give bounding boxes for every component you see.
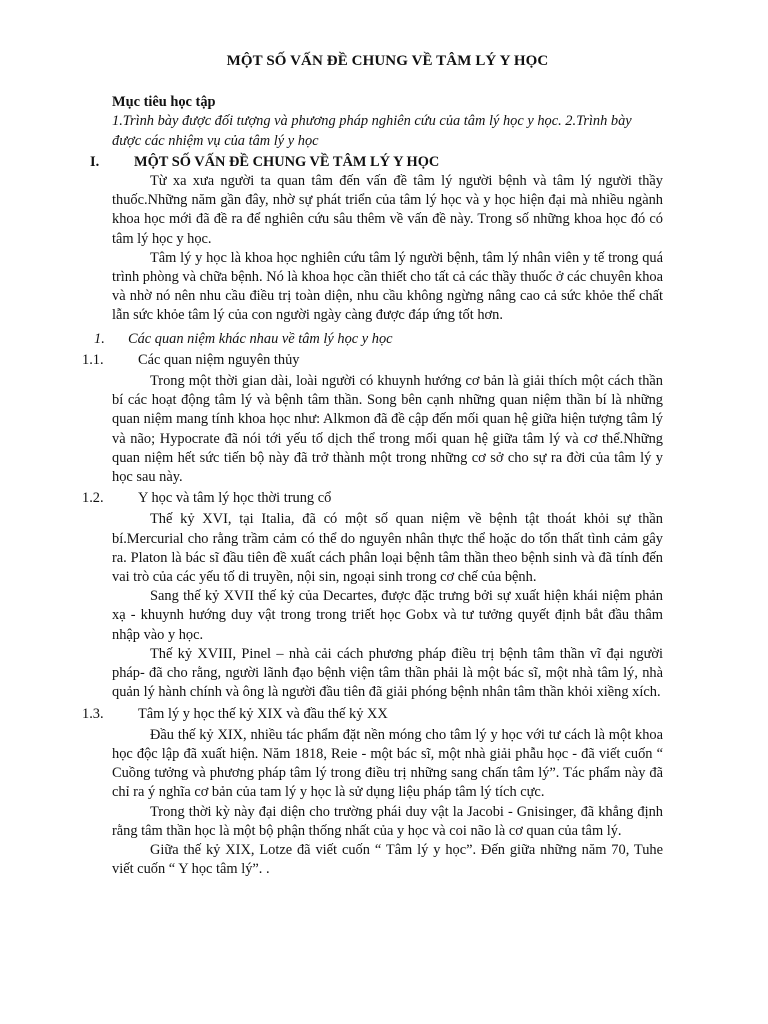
learning-goals-heading: Mục tiêu học tập <box>112 94 216 111</box>
subsubsection-title: Các quan niệm nguyên thủy <box>138 351 300 368</box>
paragraph: Giữa thế kỷ XIX, Lotze đã viết cuốn “ Tâm lý y học”. Đến giữa những năm 70, Tuhe viết cuốn “ Y học tâm lý”. . <box>112 841 663 878</box>
paragraph: Trong thời kỳ này đại diện cho trường phái duy vật la Jacobi - Gnisinger, đã khẳng định rằng tâm thần học là một bộ phận thống nhất của y học và coi não là cơ quan của tâm lý. <box>112 803 663 839</box>
subsection-title: Các quan niệm khác nhau về tâm lý học y học <box>128 330 393 347</box>
subsection-heading <box>94 330 663 349</box>
section-heading <box>90 153 663 172</box>
paragraph: Sang thế kỷ XVII thế kỷ của Decartes, được đặc trưng bởi sự xuất hiện khái niệm phản xạ - khuynh hướng duy vật trong trong triết học Gobx và tư tưởng quyết định bắt đầu thâm nhập vào y học. <box>112 588 663 643</box>
document-title: MỘT SỐ VẤN ĐỀ CHUNG VỀ TÂM LÝ Y HỌC <box>226 53 549 69</box>
paragraph: Tâm lý y học là khoa học nghiên cứu tâm lý người bệnh, tâm lý nhân viên y tế trong quá trình phòng và chữa bệnh. Nó là khoa học cần thiết cho tất cả các thầy thuốc ở các chuyên khoa và nhờ nó nên nhu cầu điều trị toàn diện, nhu cầu không ngừng nâng cao cả sức khỏe thể chất lẫn sức khỏe tâm lý của con người ngày càng được đáp ứng tốt hơn. <box>112 249 663 324</box>
learning-goals-text: 1.Trình bày được đối tượng và phương pháp nghiên cứu của tâm lý học y học. 2.Trình bày được các nhiệm vụ của tâm lý y học <box>112 113 632 149</box>
subsubsection-title: Tâm lý y học thế kỷ XIX và đầu thế kỷ XX <box>138 705 388 722</box>
subsubsection-number: 1.1. <box>82 351 104 368</box>
paragraph: Từ xa xưa người ta quan tâm đến vấn đề tâm lý người bệnh và tâm lý người thầy thuốc.Những năm gần đây, nhờ sự phát triển của tâm lý học và y học hiện đại mà nhiều ngành khoa học mới đã đề ra để nghiên cứu sâu thêm về vấn đề này. Trong số những khoa học đó có tâm lý học y học. <box>112 173 663 247</box>
subsubsection-number: 1.3. <box>82 705 104 722</box>
subsubsection-heading <box>82 351 663 370</box>
paragraph: Thế kỷ XVI, tại Italia, đã có một số quan niệm về bệnh tật thoát khỏi sự thần bí.Mercurial cho rằng trầm cảm có thể do nguyên nhân thực thể hoặc do tổn thất tình cảm gây ra. Platon là bác sĩ đầu tiên đề xuất cách phân loại bệnh tâm thần theo bệnh sinh và đã tính đến vai trò của các yếu tố di truyền, nội sin, ngoại sinh trong cơ chế của bệnh. <box>112 511 663 586</box>
section-number: I. <box>90 153 100 170</box>
paragraph: Thế kỷ XVIII, Pinel – nhà cải cách phương pháp điều trị bệnh tâm thần vĩ đại người pháp- đã cho rằng, người lãnh đạo bệnh viện tâm thần phải là một bác sĩ, một nhà tâm lý, nhà quản lý hành chính và ông là người đầu tiên đã giải phóng bệnh nhân tâm thần khỏi xiềng xích. <box>112 645 663 701</box>
subsubsection-heading <box>82 489 663 508</box>
paragraph: Trong một thời gian dài, loài người có khuynh hướng cơ bản là giải thích một cách thần bí các hoạt động tâm lý và bệnh tâm thần. Song bên cạnh những quan niệm thần bí là những quan niệm mang tính khoa học như: Alkmon đã đề cập đến mối quan hệ giữa hiện tượng tâm lý và não; Hypocrate đã nói tới yếu tố dịch thể trong mối quan hệ giữa tâm lý và cơ thể.Những quan niệm hết sức tiến bộ này đã trở thành một trong những cơ sở cho sự ra đời của tâm lý y học sau này. <box>112 373 663 486</box>
subsubsection-heading <box>82 705 663 724</box>
subsubsection-number: 1.2. <box>82 490 104 507</box>
paragraph: Đầu thế kỷ XIX, nhiều tác phẩm đặt nền móng cho tâm lý y học với tư cách là một khoa học độc lập đã xuất hiện. Năm 1818, Reie - một bác sĩ, một nhà giải phẫu học - đã viết cuốn “ Cuồng tưởng và phương pháp tâm lý trong điều trị những sang chấn tâm lý”. Tác phẩm này đã chỉ ra ý nghĩa cơ bản của tam lý y học là sử dụng liệu pháp tâm lý tích cực. <box>112 726 663 801</box>
section-title: MỘT SỐ VẤN ĐỀ CHUNG VỀ TÂM LÝ Y HỌC <box>134 153 440 170</box>
subsubsection-title: Y học và tâm lý học thời trung cổ <box>138 490 332 507</box>
subsection-number: 1. <box>94 330 105 347</box>
